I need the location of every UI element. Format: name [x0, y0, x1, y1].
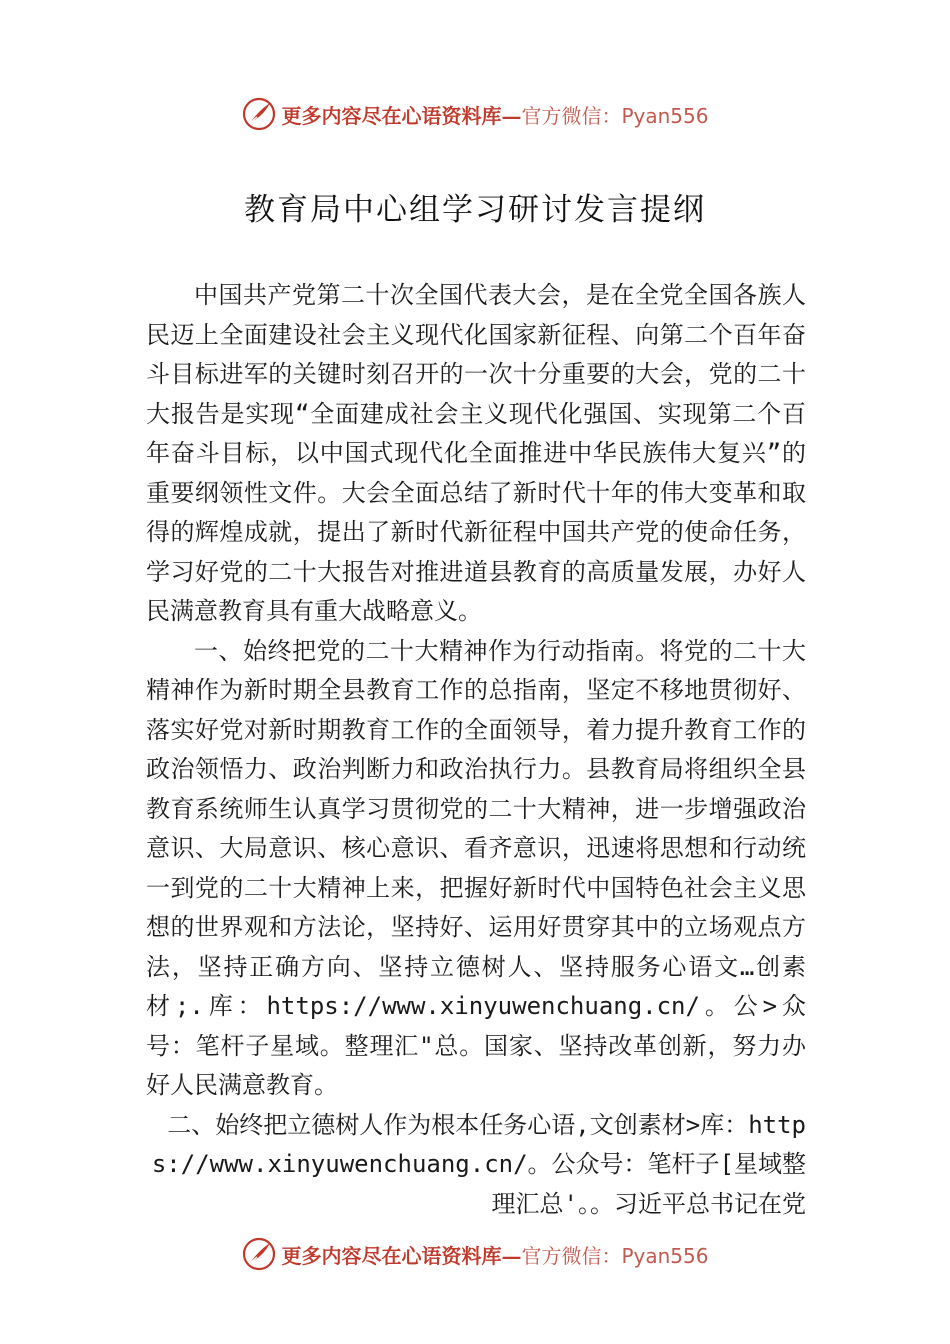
banner-text: 更多内容尽在心语资料库—	[281, 1243, 522, 1268]
header-banner	[0, 94, 950, 134]
paragraph-section-1: 一、始终把党的二十大精神作为行动指南。将党的二十大精神作为新时期全县教育工作的总指南，坚定不移地贯彻好、落实好党对新时期教育工作的全面领导，着力提升教育工作的政治领悟力、政治判断力和政治执行力。县教育局将组织全县教育系统师生认真学习贯彻党的二十大精神，进一步增强政治意识、大局意识、核心意识、看齐意识，迅速将思想和行动统一到党的二十大精神上来，把握好新时代中国特色社会主义思想的世界观和方法论，坚持好、运用好贯穿其中的立场观点方法，坚持正确方向、坚持立德树人、坚持服务心语文…创素材;.库：https://www.xinyuwenchuang.cn/。公>众号：笔杆子星域。整理汇"总。国家、坚持改革创新，努力办好人民满意教育。	[146, 636, 806, 1099]
quill-logo-icon	[241, 96, 277, 132]
banner-contact: 官方微信：Pyan556	[521, 103, 709, 128]
paragraph-section-2: 二、始终把立德树人作为根本任务心语,文创素材>库：https://www.xinyuwenchuang.cn/。公众号：笔杆子[星域整理汇总'。。习近平总书记在党	[151, 1110, 806, 1218]
footer-banner	[0, 1234, 950, 1274]
paragraph-intro: 中国共产党第二十次全国代表大会，是在全党全国各族人民迈上全面建设社会主义现代化国家新征程、向第二个百年奋斗目标进军的关键时刻召开的一次十分重要的大会，党的二十大报告是实现“全面建成社会主义现代化强国、实现第二个百年奋斗目标，以中国式现代化全面推进中华民族伟大复兴”的重要纲领性文件。大会全面总结了新时代十年的伟大变革和取得的辉煌成就，提出了新时代新征程中国共产党的使命任务，学习好党的二十大报告对推进道县教育的高质量发展，办好人民满意教育具有重大战略意义。	[146, 281, 806, 625]
document-title: 教育局中心组学习研讨发言提纲	[244, 192, 706, 228]
document-body	[146, 276, 806, 1224]
banner-contact: 官方微信：Pyan556	[521, 1243, 709, 1268]
quill-logo-icon	[241, 1236, 277, 1272]
banner-text: 更多内容尽在心语资料库—	[281, 103, 522, 128]
